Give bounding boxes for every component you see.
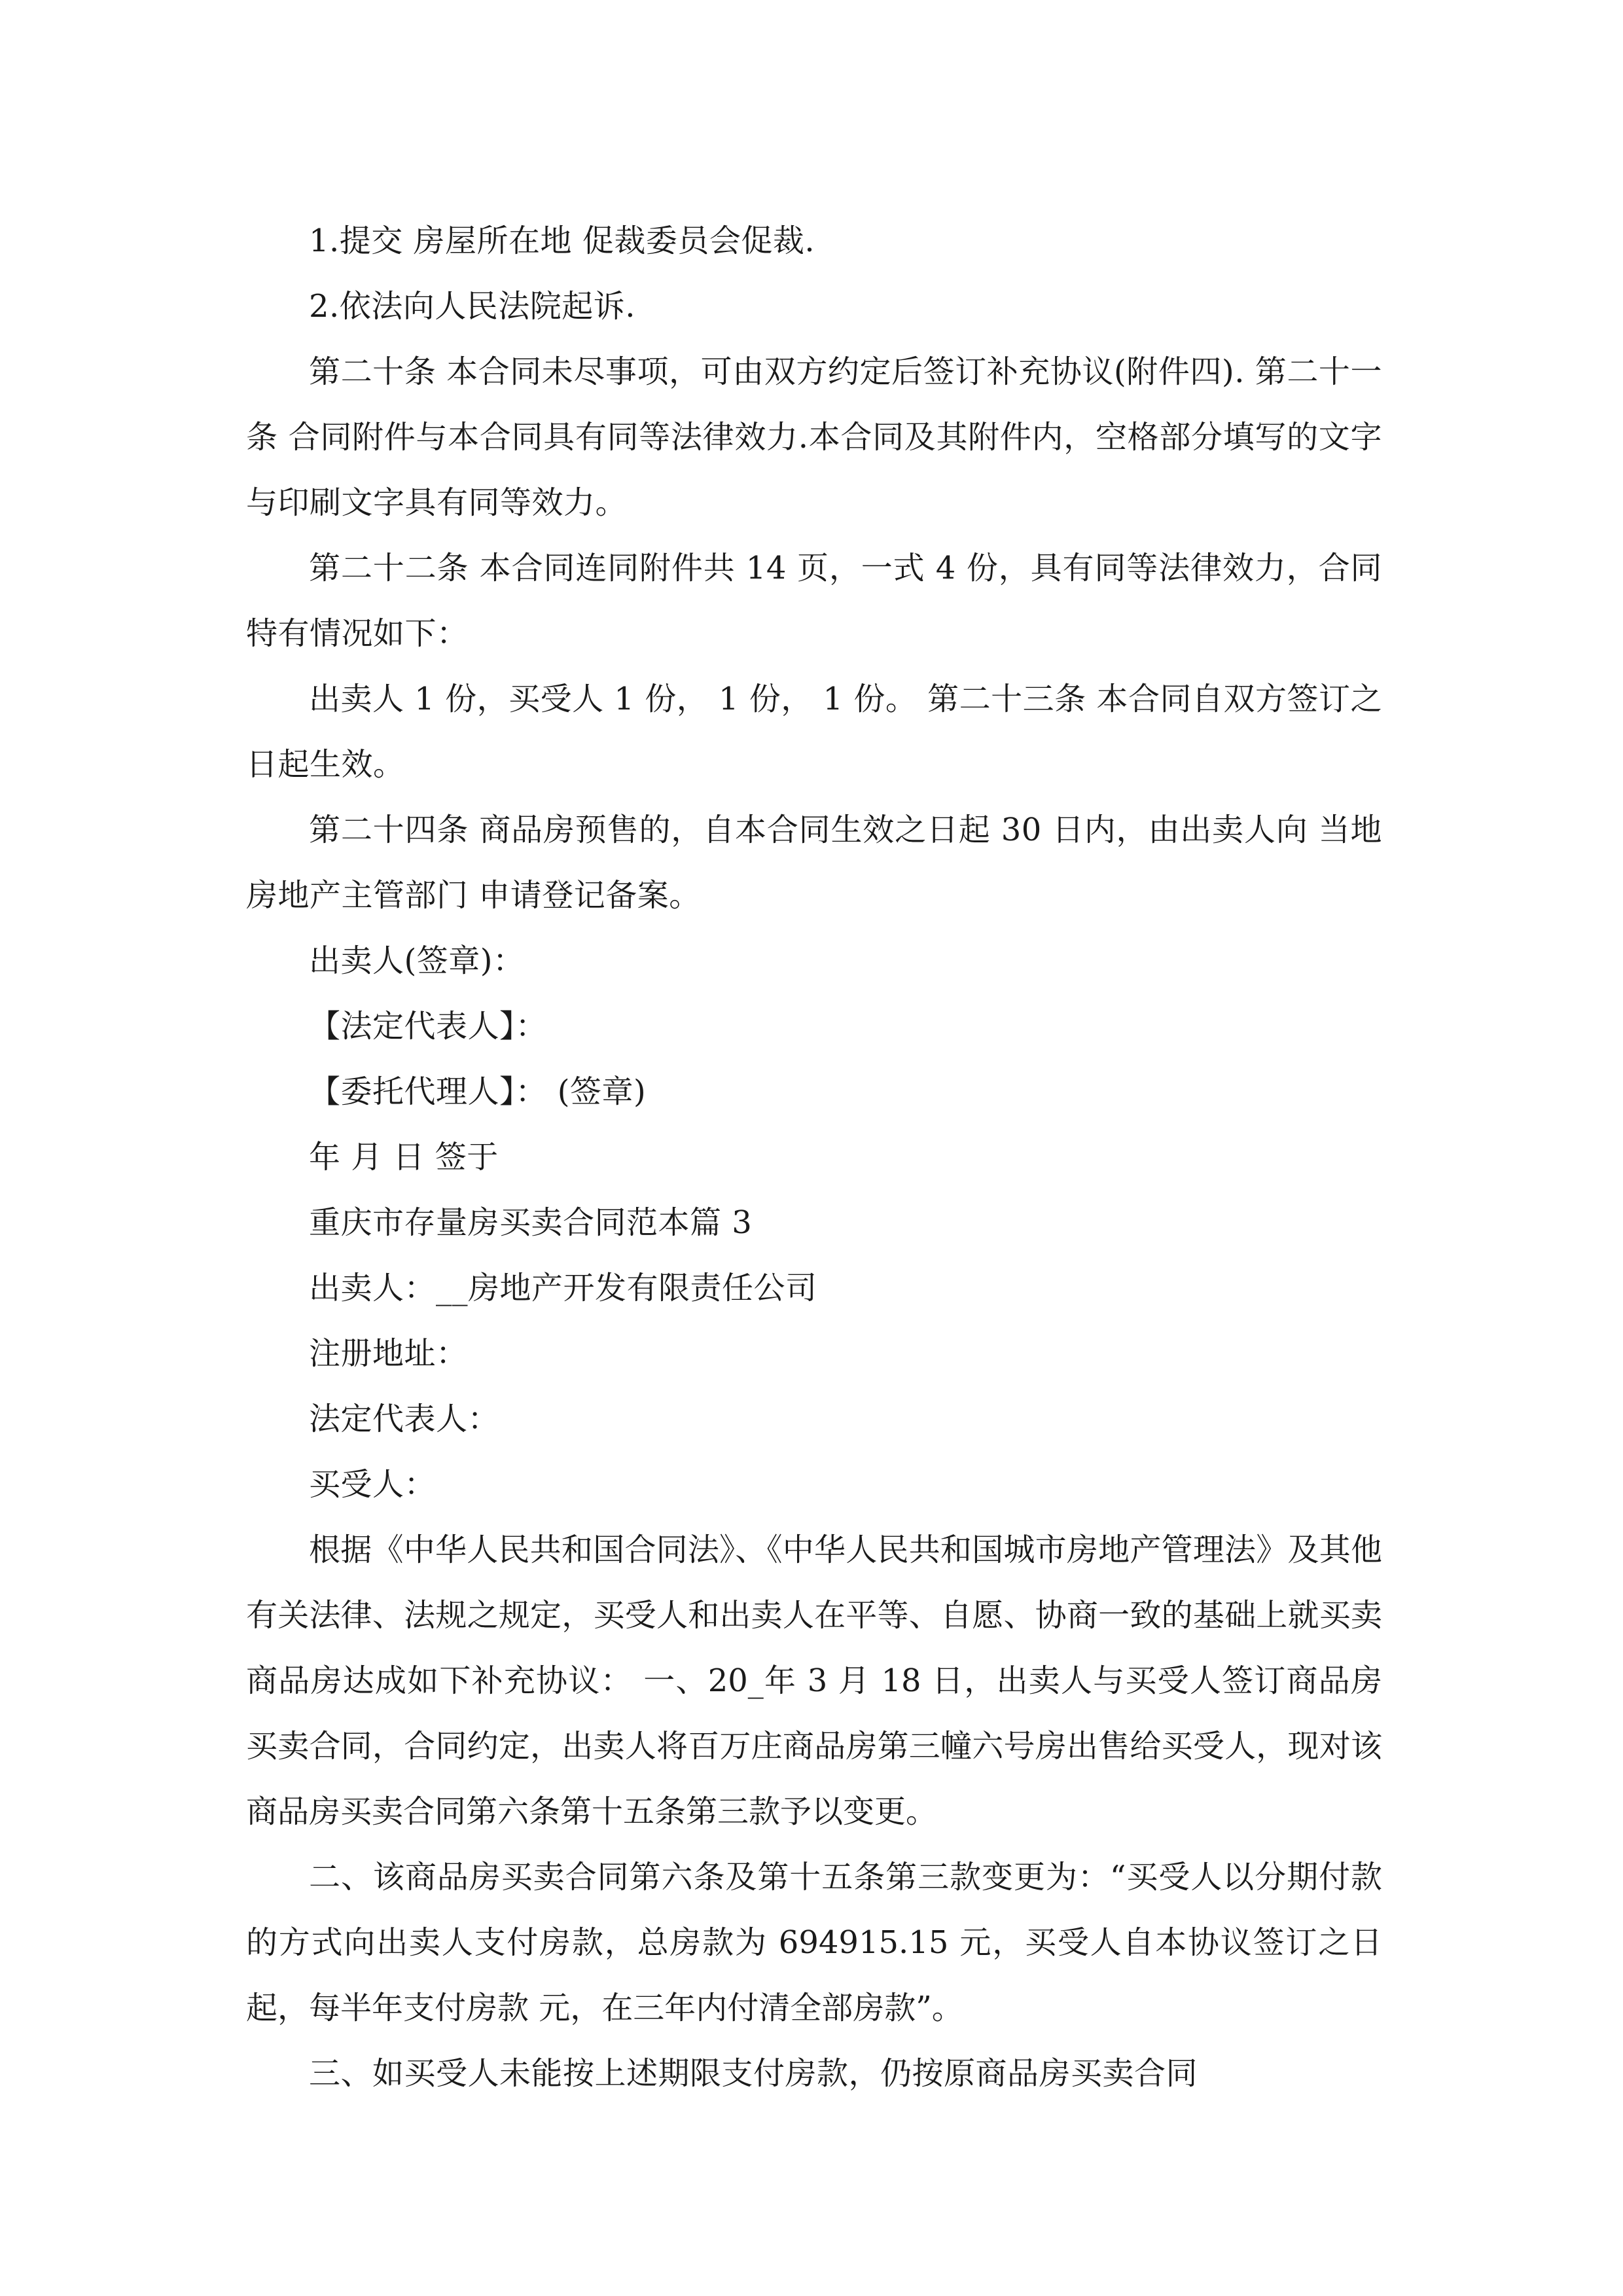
paragraph-legal-basis: 根据《中华人民共和国合同法》、《中华人民共和国城市房地产管理法》及其他有关法律、法规之规定，买受人和出卖人在平等、自愿、协商一致的基础上就买卖商品房达成如下补充协议： 一、20_年 3 月 18 日，出卖人与买受人签订商品房买卖合同，合同约定，出卖人将百万庄商品房第三幢六号房出售给买受人，现对该商品房买卖合同第六条第十五条第三款予以变更。 (246, 1532, 1382, 1830)
paragraph-article-20: 第二十条 本合同未尽事项，可由双方约定后签订补充协议(附件四). 第二十一条 合同附件与本合同具有同等法律效力.本合同及其附件内，空格部分填写的文字与印刷文字具有同等效力。 (246, 353, 1382, 521)
paragraph-copies: 出卖人 1 份，买受人 1 份， 1 份， 1 份。 第二十三条 本合同自双方签订之日起生效。 (246, 681, 1382, 783)
paragraph-article-22: 第二十二条 本合同连同附件共 14 页，一式 4 份，具有同等法律效力，合同特有情况如下： (246, 550, 1382, 652)
paragraph-registered-address: 注册地址： (309, 1335, 468, 1372)
paragraph-date-signed: 年 月 日 签于 (309, 1139, 499, 1175)
section-title: 重庆市存量房买卖合同范本篇 3 (309, 1204, 753, 1241)
paragraph-buyer-field: 买受人： (309, 1466, 437, 1503)
paragraph-arbitration: 1.提交 房屋所在地 促裁委员会促裁. (309, 223, 815, 259)
paragraph-lawsuit: 2.依法向人民法院起诉. (309, 288, 636, 325)
paragraph-legal-rep-field: 法定代表人： (309, 1401, 500, 1437)
contract-body (246, 208, 1382, 2106)
paragraph-item-3: 三、如买受人未能按上述期限支付房款，仍按原商品房买卖合同 (309, 2055, 1198, 2092)
paragraph-article-24: 第二十四条 商品房预售的，自本合同生效之日起 30 日内，由出卖人向 当地房地产主管部门 申请登记备案。 (246, 812, 1382, 914)
paragraph-seller-name: 出卖人：__房地产开发有限责任公司 (309, 1270, 817, 1306)
paragraph-authorized-agent: 【委托代理人】： (签章) (309, 1073, 647, 1110)
paragraph-item-2: 二、该商品房买卖合同第六条及第十五条第三款变更为：“买受人以分期付款的方式向出卖人支付房款，总房款为 694915.15 元，买受人自本协议签订之日起，每半年支付房款 元，在三年内付清全部房款”。 (246, 1859, 1382, 2026)
paragraph-legal-representative: 【法定代表人】： (309, 1008, 548, 1045)
paragraph-seller-seal: 出卖人(签章)： (309, 942, 525, 979)
